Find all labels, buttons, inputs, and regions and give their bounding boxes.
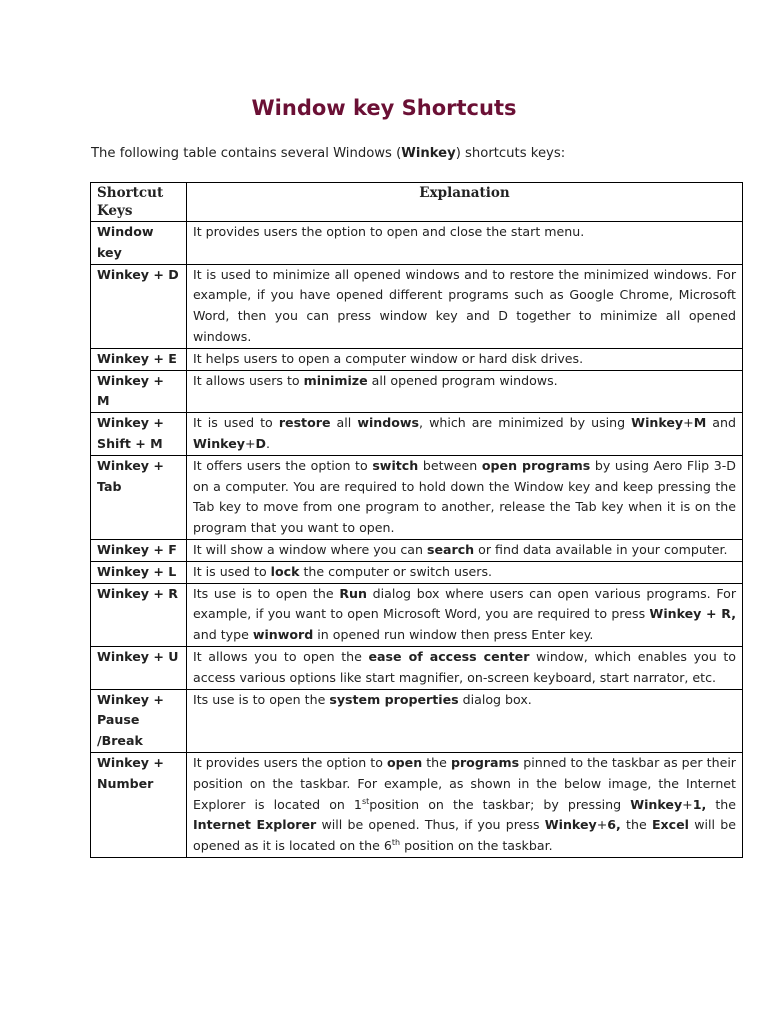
shortcut-key-cell: Winkey + U: [91, 646, 187, 689]
explanation-cell: [187, 646, 743, 689]
explanation-text: , which are minimized by using: [419, 415, 632, 431]
page-title: Window key Shortcuts: [251, 96, 517, 120]
explanation-cell: [187, 413, 743, 456]
bold-text: system properties: [329, 691, 459, 707]
explanation-text: +: [683, 415, 694, 431]
bold-text: Winkey: [631, 415, 684, 431]
explanation-text: +: [682, 796, 693, 812]
bold-text: programs: [450, 754, 520, 770]
shortcut-key-cell: Winkey + F: [91, 539, 187, 561]
intro-text-before: The following table contains several Windows (: [91, 146, 402, 161]
explanation-text: and type: [193, 627, 253, 643]
explanation-text: the: [620, 817, 652, 833]
explanation-text: all: [330, 415, 358, 431]
bold-text: restore: [278, 415, 331, 431]
bold-text: Excel: [651, 817, 690, 833]
bold-text: Winkey: [193, 435, 245, 451]
shortcuts-table: [90, 182, 743, 858]
explanation-text: the computer or switch users.: [299, 563, 493, 579]
explanation-text: the: [706, 796, 737, 812]
shortcut-key-cell: Winkey + Shift + M: [91, 413, 187, 456]
bold-text: D: [255, 435, 266, 451]
bold-text: M: [693, 415, 707, 431]
explanation-text: in opened run window then press Enter key.: [313, 627, 594, 643]
table-header-row: [91, 183, 743, 222]
explanation-text: It is used to: [193, 415, 279, 431]
shortcut-key-cell: Winkey + M: [91, 370, 187, 413]
explanation-text: It is used to minimize all opened windows and to restore the minimized windows. For example, if you have opened different programs such as Google Chrome, Microsoft Word, then you can press window key and D together to minimize all opened windows.: [193, 266, 736, 344]
explanation-cell: [187, 689, 743, 752]
intro-text-after: ) shortcuts keys:: [455, 146, 566, 161]
bold-text: 6,: [607, 817, 621, 833]
bold-text: switch: [372, 457, 419, 473]
bold-text: lock: [270, 563, 300, 579]
table-row: [91, 455, 743, 539]
bold-text: Run: [339, 585, 367, 601]
table-row: [91, 689, 743, 752]
header-explanation: Explanation: [187, 183, 743, 222]
explanation-cell: [187, 264, 743, 348]
explanation-text: +: [244, 435, 256, 451]
table-row: [91, 348, 743, 370]
explanation-text: between: [418, 457, 482, 473]
table-row: [91, 752, 743, 857]
bold-text: 1,: [692, 796, 707, 812]
shortcut-key-cell: Winkey + L: [91, 561, 187, 583]
bold-text: Winkey: [544, 817, 597, 833]
superscript-text: th: [391, 837, 401, 847]
explanation-text: position on the taskbar; by pressing: [369, 796, 631, 812]
table-row: [91, 413, 743, 456]
bold-text: ease of access center: [368, 648, 530, 664]
bold-text: search: [426, 541, 475, 557]
explanation-text: or find data available in your computer.: [474, 541, 728, 557]
explanation-text: It allows you to open the: [193, 648, 369, 664]
header-shortcut-keys: Shortcut Keys: [91, 183, 187, 222]
explanation-cell: [187, 583, 743, 646]
superscript-text: st: [361, 796, 370, 806]
explanation-text: all opened program windows.: [367, 372, 558, 388]
bold-text: Internet Explorer: [193, 817, 317, 833]
explanation-cell: [187, 539, 743, 561]
explanation-text: position on the taskbar.: [400, 838, 553, 854]
explanation-text: Its use is to open the: [193, 585, 340, 601]
explanation-cell: [187, 561, 743, 583]
bold-text: winword: [252, 627, 314, 643]
explanation-text: It provides users the option to open and close the start menu.: [193, 224, 585, 239]
explanation-text: It offers users the option to: [193, 457, 373, 473]
explanation-text: It allows users to: [193, 372, 304, 388]
explanation-text: It will show a window where you can: [193, 541, 427, 557]
shortcut-key-cell: Winkey + Pause /Break: [91, 689, 187, 752]
shortcut-key-cell: Winkey + E: [91, 348, 187, 370]
explanation-text: and: [706, 415, 736, 431]
explanation-text: Its use is to open the: [193, 691, 330, 707]
explanation-text: pinned to the taskbar as per their position on the taskbar. For example, as shown in the below image, the Internet Explorer is located on 1: [193, 754, 736, 812]
explanation-cell: [187, 348, 743, 370]
explanation-text: It provides users the option to: [193, 754, 387, 770]
intro-paragraph: [91, 146, 565, 161]
explanation-text: +: [596, 817, 608, 833]
explanation-cell: [187, 222, 743, 265]
explanation-text: by using Aero Flip 3-D on a computer. You are required to hold down the Window key and keep pressing the Tab key to move from one program to another, release the Tab key when it is on the program that you want to open.: [193, 457, 737, 536]
table-row: [91, 370, 743, 413]
explanation-text: will be opened. Thus, if you press: [316, 817, 545, 833]
explanation-text: dialog box.: [458, 691, 532, 707]
bold-text: Winkey: [630, 796, 683, 812]
shortcut-key-cell: Winkey + R: [91, 583, 187, 646]
shortcut-key-cell: Window key: [91, 222, 187, 265]
explanation-text: window, which enables you to access various options like start magnifier, on-screen keyboard, start narrator, etc.: [193, 648, 736, 685]
explanation-text: It is used to: [193, 563, 271, 579]
bold-text: Winkey + R,: [649, 606, 736, 622]
intro-text-bold: Winkey: [401, 146, 456, 161]
table-row: [91, 561, 743, 583]
shortcut-key-cell: Winkey + Tab: [91, 455, 187, 539]
shortcut-key-cell: Winkey + D: [91, 264, 187, 348]
bold-text: minimize: [303, 372, 368, 388]
bold-text: open programs: [481, 457, 591, 473]
bold-text: windows: [357, 415, 420, 431]
shortcut-key-cell: Winkey + Number: [91, 752, 187, 857]
explanation-text: It helps users to open a computer window or hard disk drives.: [193, 350, 584, 366]
explanation-cell: [187, 752, 743, 857]
explanation-text: dialog box where users can open various programs. For example, if you want to open Microsoft Word, you are required to press: [193, 585, 736, 622]
table-row: [91, 646, 743, 689]
table-row: [91, 264, 743, 348]
table-row: [91, 539, 743, 561]
explanation-cell: [187, 370, 743, 413]
table-row: [91, 222, 743, 265]
table-row: [91, 583, 743, 646]
explanation-cell: [187, 455, 743, 539]
explanation-text: the: [422, 754, 451, 770]
bold-text: open: [386, 754, 423, 770]
explanation-text: .: [266, 435, 271, 451]
explanation-text: will be opened as it is located on the 6: [193, 817, 736, 854]
